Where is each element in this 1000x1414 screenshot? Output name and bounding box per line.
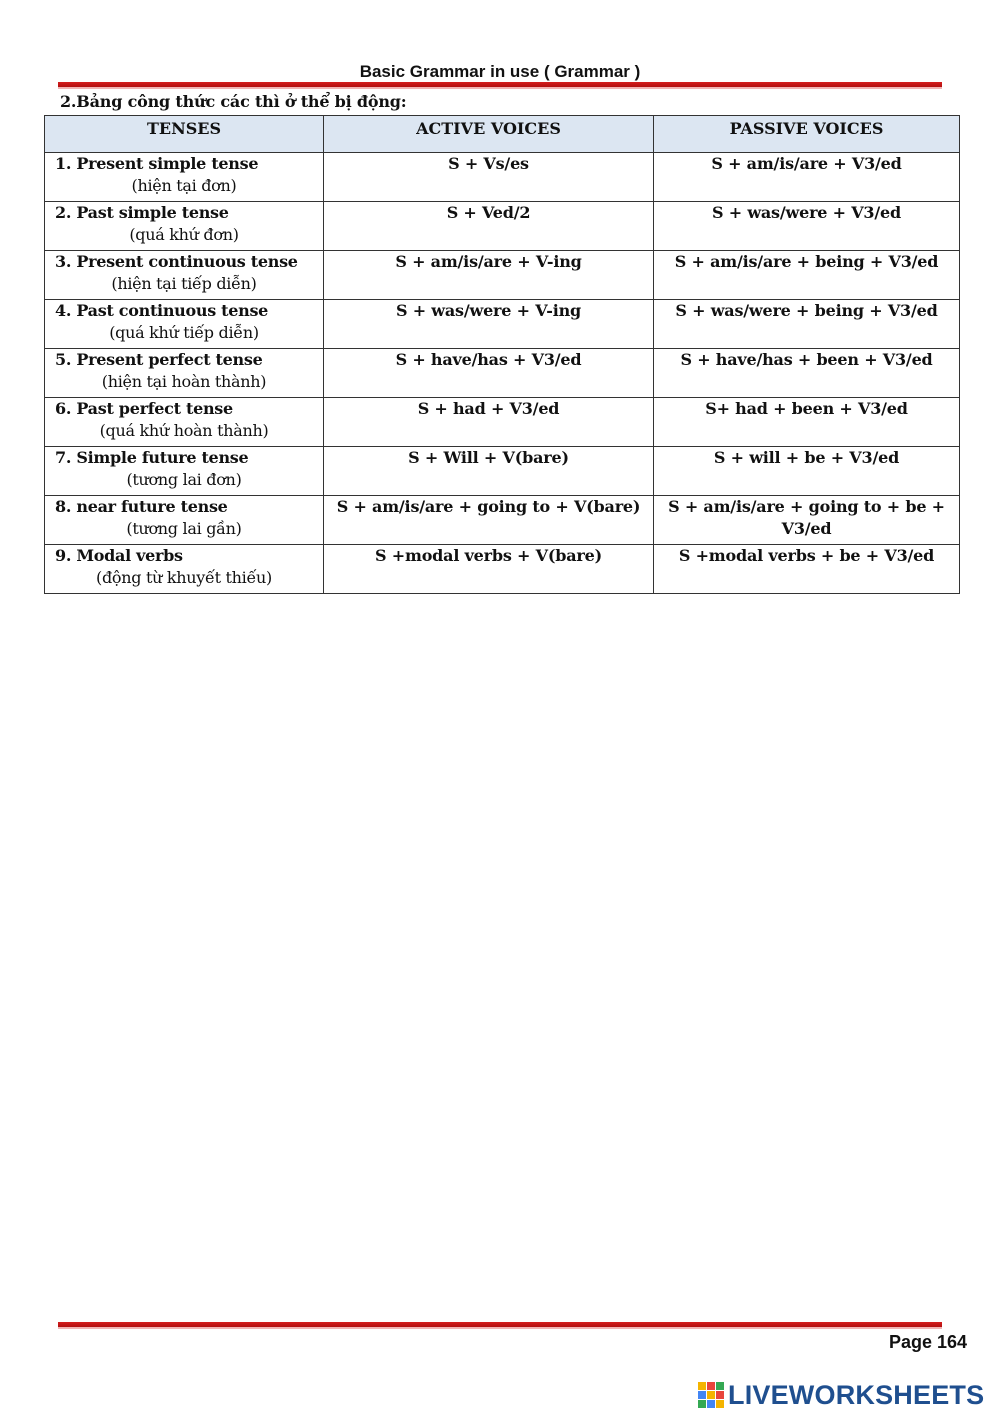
active-formula: S + am/is/are + going to + V(bare): [324, 496, 654, 545]
tense-cell: [45, 545, 324, 594]
active-formula: S + am/is/are + V-ing: [324, 251, 654, 300]
tense-vietnamese: (tương lai gần): [126, 519, 242, 538]
table-row: [45, 300, 960, 349]
active-formula: S +modal verbs + V(bare): [324, 545, 654, 594]
liveworksheets-logo-icon: [698, 1382, 724, 1408]
tense-name: 9. Modal verbs: [55, 546, 183, 565]
passive-formula: S + will + be + V3/ed: [654, 447, 960, 496]
tense-cell: [45, 496, 324, 545]
passive-formula: S + am/is/are + going to + be + V3/ed: [654, 496, 960, 545]
tense-name: 6. Past perfect tense: [55, 399, 233, 418]
tense-vietnamese: (hiện tại đơn): [131, 176, 237, 195]
passive-formula: S + am/is/are + V3/ed: [654, 153, 960, 202]
table-row: [45, 349, 960, 398]
passive-formula: S + was/were + being + V3/ed: [654, 300, 960, 349]
tense-name: 3. Present continuous tense: [55, 252, 298, 271]
tense-cell: [45, 447, 324, 496]
table-row: [45, 398, 960, 447]
active-formula: S + had + V3/ed: [324, 398, 654, 447]
tense-name: 4. Past continuous tense: [55, 301, 269, 320]
active-formula: S + Ved/2: [324, 202, 654, 251]
active-formula: S + Vs/es: [324, 153, 654, 202]
table-row: [45, 202, 960, 251]
liveworksheets-logo[interactable]: [698, 1380, 984, 1410]
tense-vietnamese: (quá khứ tiếp diễn): [109, 323, 259, 342]
column-header-tenses: TENSES: [45, 116, 324, 153]
passive-formula: S+ had + been + V3/ed: [654, 398, 960, 447]
table-header-row: [45, 116, 960, 153]
table-row: [45, 447, 960, 496]
active-formula: S + Will + V(bare): [324, 447, 654, 496]
table-row: [45, 496, 960, 545]
table-row: [45, 251, 960, 300]
page-header-title: Basic Grammar in use ( Grammar ): [359, 62, 641, 81]
tense-vietnamese: (động từ khuyết thiếu): [96, 568, 272, 587]
tense-cell: [45, 300, 324, 349]
tense-vietnamese: (hiện tại hoàn thành): [101, 372, 267, 391]
passive-formula: S + have/has + been + V3/ed: [654, 349, 960, 398]
column-header-active: ACTIVE VOICES: [324, 116, 654, 153]
header-divider: [58, 82, 942, 89]
page-number: Page 164: [888, 1332, 967, 1352]
tense-cell: [45, 202, 324, 251]
passive-formula: S +modal verbs + be + V3/ed: [654, 545, 960, 594]
liveworksheets-brand-text: LIVEWORKSHEETS: [728, 1379, 985, 1410]
table-row: [45, 545, 960, 594]
tense-cell: [45, 398, 324, 447]
passive-formula: S + was/were + V3/ed: [654, 202, 960, 251]
tense-name: 7. Simple future tense: [55, 448, 249, 467]
tense-vietnamese: (tương lai đơn): [126, 470, 242, 489]
tense-name: 5. Present perfect tense: [55, 350, 263, 369]
tense-cell: [45, 349, 324, 398]
section-heading: 2.Bảng công thức các thì ở thể bị động:: [60, 92, 407, 111]
tense-vietnamese: (hiện tại tiếp diễn): [111, 274, 257, 293]
tense-vietnamese: (quá khứ hoàn thành): [99, 421, 269, 440]
column-header-passive: PASSIVE VOICES: [654, 116, 960, 153]
footer-divider: [58, 1322, 942, 1329]
tense-vietnamese: (quá khứ đơn): [129, 225, 239, 244]
passive-formula: S + am/is/are + being + V3/ed: [654, 251, 960, 300]
active-formula: S + have/has + V3/ed: [324, 349, 654, 398]
tense-name: 2. Past simple tense: [55, 203, 229, 222]
passive-formula-table: [44, 115, 960, 594]
tense-cell: [45, 153, 324, 202]
tense-cell: [45, 251, 324, 300]
table-row: [45, 153, 960, 202]
tense-name: 8. near future tense: [55, 497, 228, 516]
tense-name: 1. Present simple tense: [55, 154, 259, 173]
active-formula: S + was/were + V-ing: [324, 300, 654, 349]
